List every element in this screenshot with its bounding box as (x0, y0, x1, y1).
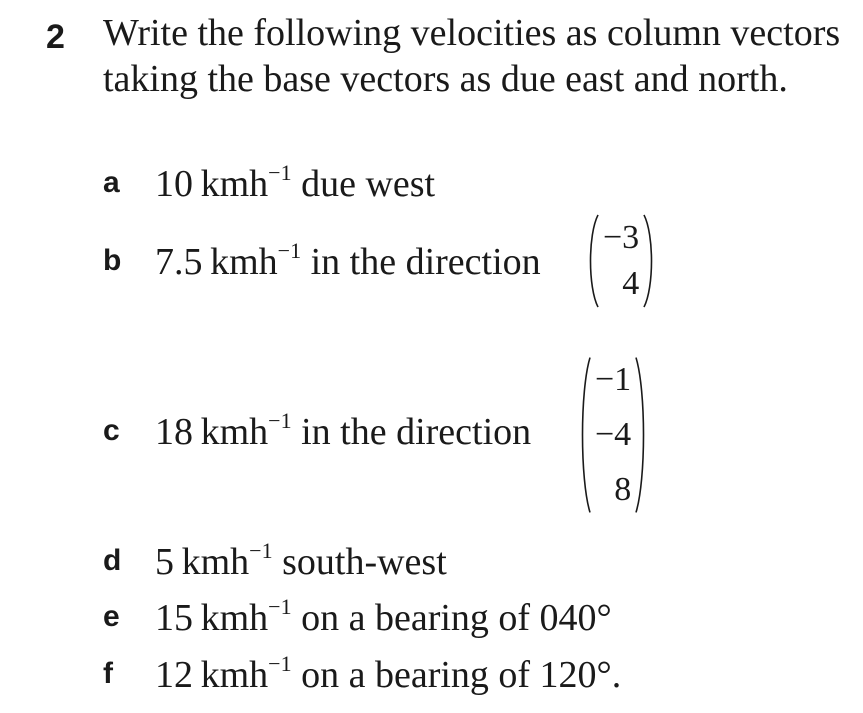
vector-component: −1 (595, 361, 632, 398)
question-stem: Write the following velocities as column vectors taking the base vectors as due east and north. (103, 12, 841, 100)
unit: kmh (210, 241, 278, 283)
vector-components (592, 356, 634, 514)
part-d (103, 538, 447, 584)
unit: kmh (200, 411, 269, 453)
magnitude: 5 (155, 541, 174, 583)
right-paren-icon (634, 356, 648, 514)
part-letter: c (103, 414, 120, 447)
vector-component: 4 (622, 265, 640, 302)
part-c (103, 408, 531, 454)
description: south-west (272, 541, 447, 583)
unit: kmh (200, 597, 269, 639)
part-letter: e (103, 600, 120, 633)
unit-exponent: −1 (268, 408, 292, 433)
left-paren-icon (586, 214, 600, 308)
description: in the direction (301, 241, 541, 283)
vector-component: −4 (595, 416, 632, 453)
column-vector-c (578, 356, 648, 514)
vector-components (600, 214, 642, 308)
part-b (103, 238, 541, 284)
part-text (155, 408, 531, 454)
description: on a bearing of 120°. (291, 654, 622, 696)
part-f (103, 651, 621, 697)
magnitude: 15 (155, 597, 193, 639)
unit-exponent: −1 (268, 651, 292, 676)
part-text (155, 160, 435, 206)
vector-component: 8 (614, 471, 632, 508)
unit-exponent: −1 (249, 538, 273, 563)
unit: kmh (181, 541, 250, 583)
magnitude: 18 (155, 411, 193, 453)
description: in the direction (291, 411, 532, 453)
part-text (155, 594, 612, 640)
unit: kmh (200, 163, 269, 205)
part-letter: d (103, 544, 122, 577)
right-paren-icon (642, 214, 656, 308)
part-letter: a (103, 166, 120, 199)
part-text (155, 651, 621, 697)
unit-exponent: −1 (268, 160, 292, 185)
magnitude: 10 (155, 163, 193, 205)
magnitude: 7.5 (155, 241, 203, 283)
part-letter: b (103, 244, 122, 277)
magnitude: 12 (155, 654, 193, 696)
description: due west (291, 163, 436, 205)
unit-exponent: −1 (277, 238, 302, 263)
part-letter: f (103, 657, 113, 690)
left-paren-icon (578, 356, 592, 514)
column-vector-b (586, 214, 656, 308)
question-number: 2 (46, 18, 65, 56)
part-text (155, 238, 541, 284)
unit: kmh (200, 654, 269, 696)
part-e (103, 594, 612, 640)
vector-component: −3 (603, 219, 640, 256)
part-text (155, 538, 447, 584)
part-a (103, 160, 435, 206)
description: on a bearing of 040° (291, 597, 612, 639)
unit-exponent: −1 (268, 594, 292, 619)
